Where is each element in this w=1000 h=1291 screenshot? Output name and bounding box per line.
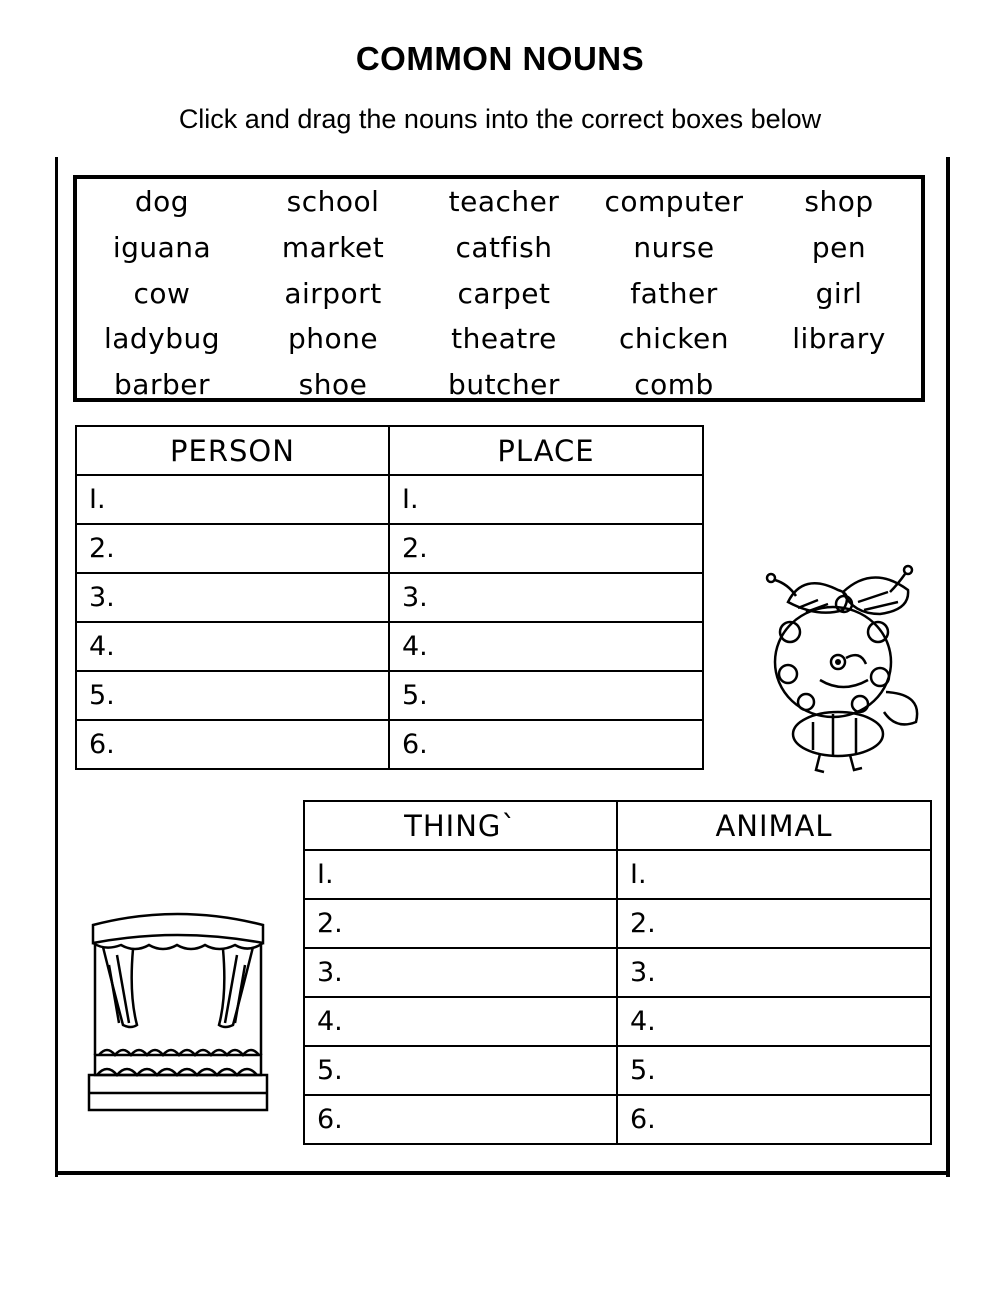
noun-card[interactable]: comb xyxy=(634,368,714,402)
animal-drop-zone[interactable]: 4. xyxy=(617,997,931,1046)
thing-drop-zone[interactable]: 4. xyxy=(304,997,617,1046)
instructions: Click and drag the nouns into the correct boxes below xyxy=(178,104,822,134)
bug-girl-illustration xyxy=(758,562,928,777)
noun-card[interactable]: market xyxy=(281,230,385,264)
thing-animal-table xyxy=(303,800,932,1145)
noun-card[interactable]: airport xyxy=(284,276,382,310)
place-drop-zone[interactable]: 5. xyxy=(389,671,703,720)
sheet-border-left xyxy=(55,157,58,1177)
noun-card[interactable]: phone xyxy=(287,322,379,356)
thing-drop-zone[interactable]: 3. xyxy=(304,948,617,997)
noun-card[interactable]: nurse xyxy=(633,230,715,264)
noun-card[interactable]: chicken xyxy=(618,322,729,356)
page-title: COMMON NOUNS xyxy=(355,40,645,77)
noun-card[interactable]: father xyxy=(630,276,718,310)
noun-card[interactable]: computer xyxy=(604,185,744,218)
noun-card[interactable]: catfish xyxy=(455,230,553,264)
noun-card[interactable]: pen xyxy=(811,230,867,264)
noun-card[interactable]: girl xyxy=(815,276,863,310)
person-drop-zone[interactable]: 4. xyxy=(76,622,389,671)
thing-drop-zone[interactable]: 6. xyxy=(304,1095,617,1144)
person-drop-zone[interactable]: 3. xyxy=(76,573,389,622)
noun-card[interactable]: butcher xyxy=(448,368,560,402)
noun-card[interactable]: iguana xyxy=(112,230,212,264)
person-drop-zone[interactable]: 6. xyxy=(76,720,389,769)
noun-card[interactable]: shop xyxy=(804,185,874,218)
animal-drop-zone[interactable]: 6. xyxy=(617,1095,931,1144)
theatre-stage-illustration xyxy=(85,905,270,1115)
animal-header: ANIMAL xyxy=(617,801,931,850)
word-bank xyxy=(73,175,925,402)
thing-drop-zone[interactable]: 5. xyxy=(304,1046,617,1095)
noun-card[interactable]: dog xyxy=(134,185,190,218)
word-grid xyxy=(77,183,921,412)
animal-drop-zone[interactable]: 5. xyxy=(617,1046,931,1095)
noun-card[interactable]: theatre xyxy=(451,322,557,356)
noun-card[interactable]: teacher xyxy=(448,185,560,218)
thing-drop-zone[interactable]: 2. xyxy=(304,899,617,948)
place-drop-zone[interactable]: 3. xyxy=(389,573,703,622)
thing-drop-zone[interactable]: I. xyxy=(304,850,617,899)
person-drop-zone[interactable]: 5. xyxy=(76,671,389,720)
place-drop-zone[interactable]: 6. xyxy=(389,720,703,769)
place-header: PLACE xyxy=(389,426,703,475)
noun-card[interactable]: library xyxy=(792,322,886,356)
noun-card[interactable]: carpet xyxy=(457,276,551,310)
thing-header: THING` xyxy=(304,801,617,850)
noun-card[interactable]: shoe xyxy=(298,368,368,402)
place-drop-zone[interactable]: 2. xyxy=(389,524,703,573)
noun-card[interactable]: cow xyxy=(133,276,191,310)
place-drop-zone[interactable]: 4. xyxy=(389,622,703,671)
person-header: PERSON xyxy=(76,426,389,475)
animal-drop-zone[interactable]: 3. xyxy=(617,948,931,997)
animal-drop-zone[interactable]: 2. xyxy=(617,899,931,948)
person-drop-zone[interactable]: I. xyxy=(76,475,389,524)
sheet-border-right xyxy=(946,157,950,1177)
noun-card[interactable]: ladybug xyxy=(103,322,221,356)
person-drop-zone[interactable]: 2. xyxy=(76,524,389,573)
noun-card[interactable]: school xyxy=(286,185,380,218)
noun-card[interactable]: barber xyxy=(114,368,210,402)
person-place-table xyxy=(75,425,704,770)
animal-drop-zone[interactable]: I. xyxy=(617,850,931,899)
place-drop-zone[interactable]: I. xyxy=(389,475,703,524)
sheet-border-bottom xyxy=(55,1171,950,1175)
